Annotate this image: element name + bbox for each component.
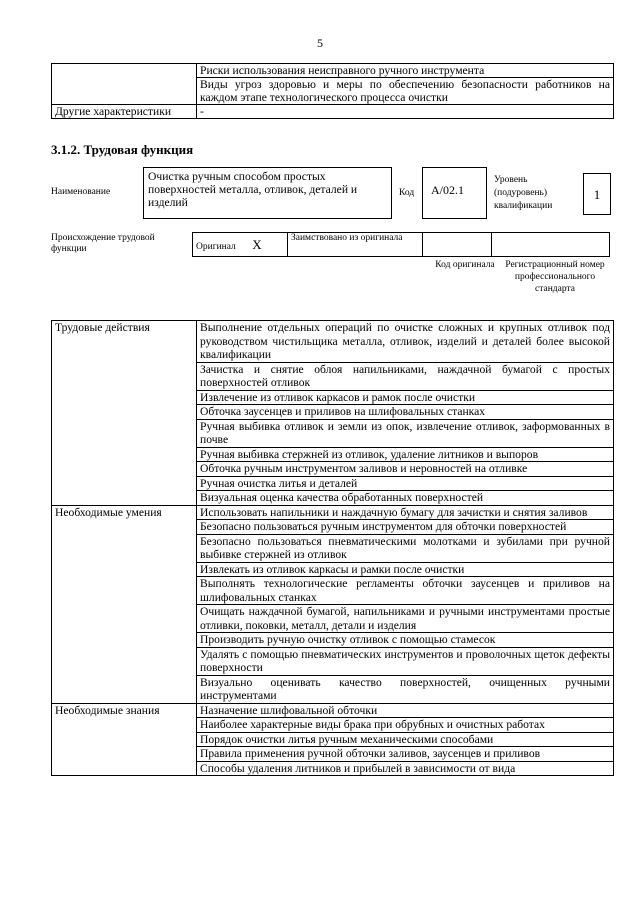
level-box: 1 <box>583 173 611 215</box>
origin-label: Происхождение трудовой функции <box>51 233 155 254</box>
original-label: Оригинал <box>196 241 236 252</box>
table-cell-text: Порядок очистки литья ручным механическими способами <box>197 732 614 747</box>
table-cell-text: Риски использования неисправного ручного инструмента <box>197 64 614 78</box>
code-label: Код <box>399 188 415 198</box>
table-cell-text: Способы удаления литников и прибылей в зависимости от вида <box>197 761 614 776</box>
table-cell-text: Обточка заусенцев и приливов на шлифовальных станках <box>197 405 614 420</box>
table-row <box>193 233 610 257</box>
table-cell-text: Извлечение из отливок каркасов и рамок после очистки <box>197 390 614 405</box>
table-cell-text: Обточка ручным инструментом заливов и неровностей на отливке <box>197 462 614 477</box>
reg-caption: Регистрационный номер профессионального стандарта <box>505 260 605 294</box>
reg-number-cell <box>492 233 610 257</box>
table-cell-text: Использовать напильники и наждачную бумагу для зачистки и снятия заливов <box>197 505 614 520</box>
table-row <box>52 105 614 119</box>
name-label: Наименование <box>51 187 111 197</box>
table-cell-text: Виды угроз здоровью и меры по обеспечению безопасности работников на каждом этапе технологического процесса очистки <box>197 78 614 105</box>
table-cell-text: Визуально оценивать качество поверхностей, очищенных ручными инструментами <box>197 675 614 703</box>
table-cell-label: Другие характеристики <box>52 105 197 119</box>
function-name-box: Очистка ручным способом простых поверхностей металла, отливок, деталей и изделий <box>143 167 392 219</box>
category-cell: Трудовые действия <box>52 321 197 506</box>
code-caption: Код оригинала <box>435 260 495 270</box>
table-row <box>52 505 614 520</box>
original-cell <box>193 233 288 257</box>
table-cell-text: Назначение шлифовальной обточки <box>197 703 614 718</box>
original-mark: X <box>252 236 262 252</box>
table-cell-text: Производить ручную очистку отливок с помощью стамесок <box>197 633 614 648</box>
table-cell-text: Зачистка и снятие облоя напильниками, наждачной бумагой с простых поверхностей отливок <box>197 362 614 390</box>
table-cell-text: Удалять с помощью пневматических инструментов и проволочных щеток дефекты поверхности <box>197 647 614 675</box>
section-title: 3.1.2. Трудовая функция <box>51 142 194 157</box>
page-number: 5 <box>317 36 323 50</box>
table-cell-text: Выполнять технологические регламенты обточки заусенцев и приливов на шлифовальных станках <box>197 577 614 605</box>
table-cell-text: Очищать наждачной бумагой, напильниками и ручными инструментами простые отливки, поковки, металл, детали и изделия <box>197 605 614 633</box>
table-cell-label <box>52 64 197 105</box>
top-table <box>51 63 614 119</box>
table-row <box>52 321 614 363</box>
table-row <box>52 64 614 78</box>
table-cell-text: Извлекать из отливок каркасы и рамки после очистки <box>197 562 614 577</box>
category-cell: Необходимые умения <box>52 505 197 703</box>
table-cell-text: Ручная выбивка стержней из отливок, удаление литников и выпоров <box>197 447 614 462</box>
table-cell-text: Безопасно пользоваться пневматическими молотками и зубилами при ручной выбивке стержней из отливок <box>197 534 614 562</box>
table-cell-text: Правила применения ручной обточки заливов, заусенцев и приливов <box>197 747 614 762</box>
main-table <box>51 320 614 776</box>
code-original-cell <box>423 233 492 257</box>
category-cell: Необходимые знания <box>52 703 197 776</box>
table-cell-text: Наиболее характерные виды брака при обрубных и очистных работах <box>197 718 614 733</box>
level-label: Уровень (подуровень) квалификации <box>494 175 553 211</box>
table-cell-text: Выполнение отдельных операций по очистке сложных и крупных отливок под руководством чистильщика металла, отливок, изделий и деталей более высокой квалификации <box>197 321 614 363</box>
function-code-box: А/02.1 <box>422 167 487 219</box>
table-cell-text: Визуальная оценка качества обработанных поверхностей <box>197 491 614 506</box>
table-cell-text: Безопасно пользоваться ручным инструментом для обточки поверхностей <box>197 520 614 535</box>
borrowed-cell: Заимствовано из оригинала <box>288 233 423 257</box>
table-cell-text: Ручная выбивка отливок и земли из опок, извлечение отливок, заформованных в почве <box>197 419 614 447</box>
table-cell-text: - <box>197 105 614 119</box>
origin-table <box>192 232 610 257</box>
table-cell-text: Ручная очистка литья и деталей <box>197 476 614 491</box>
table-row <box>52 703 614 718</box>
